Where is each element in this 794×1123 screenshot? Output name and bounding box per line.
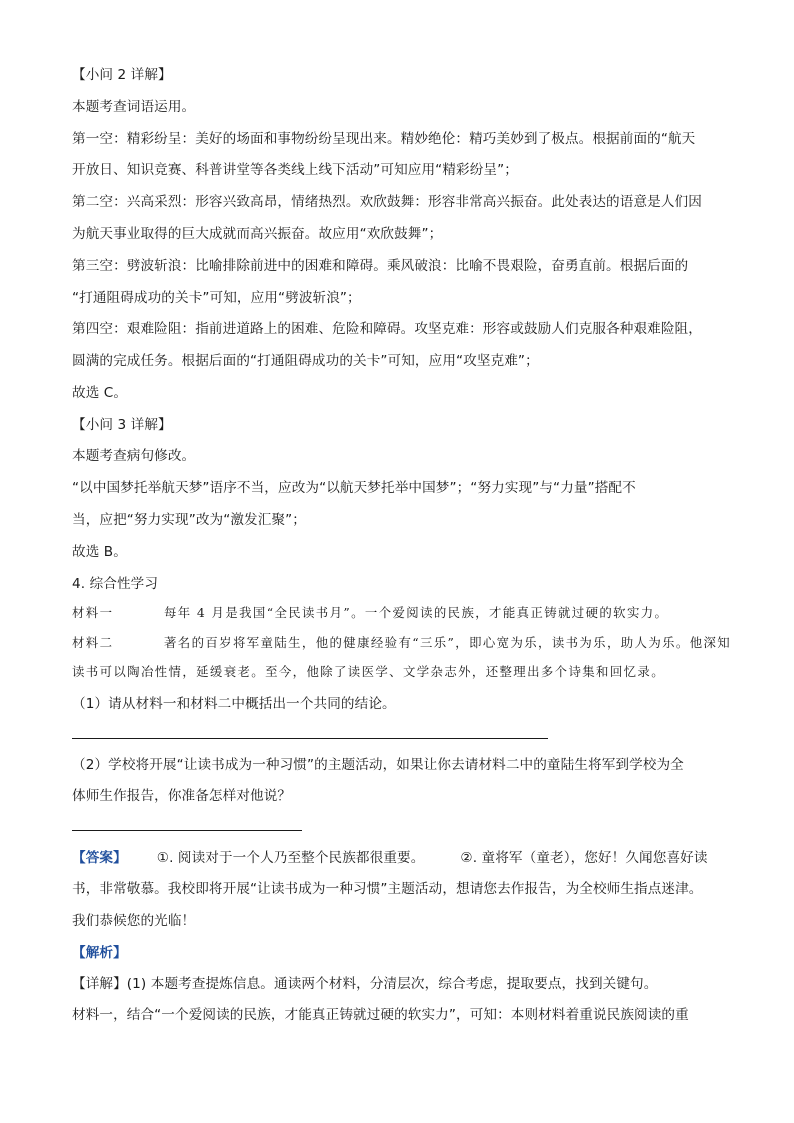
answer-label: 【答案】	[72, 850, 127, 866]
sub3-line: “以中国梦托举航天梦”语序不当，应改为“以航天梦托举中国梦”；“努力实现”与“力量”搭配不	[72, 480, 636, 496]
sub2-line: 第一空：精彩纷呈：美好的场面和事物纷纷呈现出来。精妙绝伦：精巧美妙到了极点。根据前面的“航天	[72, 131, 696, 147]
material-one-text: 每年 4 月是我国“全民读书月”。一个爱阅读的民族，才能真正铸就过硬的软实力。	[164, 605, 669, 620]
sub3-line: 当，应把“努力实现”改为“激发汇聚”；	[72, 512, 306, 528]
answer-1: ①. 阅读对于一个人乃至整个民族都很重要。	[156, 850, 425, 866]
sub2-line: 第二空：兴高采烈：形容兴致高昂，情绪热烈。欢欣鼓舞：形容非常高兴振奋。此处表达的语意是人们因	[72, 194, 702, 210]
sub2-line: 为航天事业取得的巨大成就而高兴振奋。故应用“欢欣鼓舞”；	[72, 226, 443, 242]
material-two-text: 著名的百岁将军童陆生，他的健康经验有“三乐”，即心宽为乐，读书为乐，助人为乐。他深知	[164, 635, 732, 650]
material-one-label: 材料一	[72, 605, 114, 620]
material-one	[72, 604, 668, 622]
answer-2-cont: 书，非常敬慕。我校即将开展“让读书成为一种习惯”主题活动，想请您去作报告，为全校师生指点迷津。	[72, 881, 703, 897]
material-two-cont: 读书可以陶冶性情，延缓衰老。至今，他除了读医学、文学杂志外，还整理出多个诗集和回忆录。	[72, 664, 665, 679]
answer-line	[72, 849, 708, 867]
sub2-line: 圆满的完成任务。根据后面的“打通阻碍成功的关卡”可知，应用“攻坚克难”；	[72, 353, 539, 369]
sub2-line: 第三空：劈波斩浪：比喻排除前进中的困难和障碍。乘风破浪：比喻不畏艰险，奋勇直前。根据后面的	[72, 258, 689, 274]
question-2-line: （2）学校将开展“让读书成为一种习惯”的主题活动，如果让你去请材料二中的童陆生将军到学校为全	[72, 757, 684, 773]
answer-blank-2	[72, 830, 302, 831]
q4-title: 4. 综合性学习	[72, 576, 159, 592]
answer-2-cont: 我们恭候您的光临！	[72, 913, 196, 929]
question-2-line: 体师生作报告，你准备怎样对他说？	[72, 788, 292, 804]
sub3-heading: 【小问 3 详解】	[72, 417, 172, 433]
sub2-heading: 【小问 2 详解】	[72, 67, 172, 83]
answer-2: ②. 童将军（童老），您好！久闻您喜好读	[460, 850, 708, 866]
sub2-line: 开放日、知识竞赛、科普讲堂等各类线上线下活动”可知应用“精彩纷呈”；	[72, 162, 518, 178]
sub2-line: 第四空：艰难险阻：指前进道路上的困难、危险和障碍。攻坚克难：形容或鼓励人们克服各种艰难险阻，	[72, 321, 702, 337]
material-two	[72, 634, 731, 652]
sub2-choice: 故选 C。	[72, 385, 128, 401]
answer-blank-1	[72, 738, 548, 739]
sub2-intro: 本题考查词语运用。	[72, 99, 196, 115]
sub2-line: “打通阻碍成功的关卡”可知，应用“劈波斩浪”；	[72, 290, 361, 306]
sub3-intro: 本题考查病句修改。	[72, 448, 196, 464]
analysis-line: 【详解】(1) 本题考查提炼信息。通读两个材料，分清层次，综合考虑，提取要点，找到关键句。	[72, 976, 658, 992]
sub3-choice: 故选 B。	[72, 544, 127, 560]
material-two-label: 材料二	[72, 635, 114, 650]
analysis-line: 材料一，结合“一个爱阅读的民族，才能真正铸就过硬的软实力”，可知：本则材料着重说民族阅读的重	[72, 1007, 689, 1023]
analysis-label: 【解析】	[72, 945, 127, 961]
question-1: （1）请从材料一和材料二中概括出一个共同的结论。	[72, 696, 396, 712]
